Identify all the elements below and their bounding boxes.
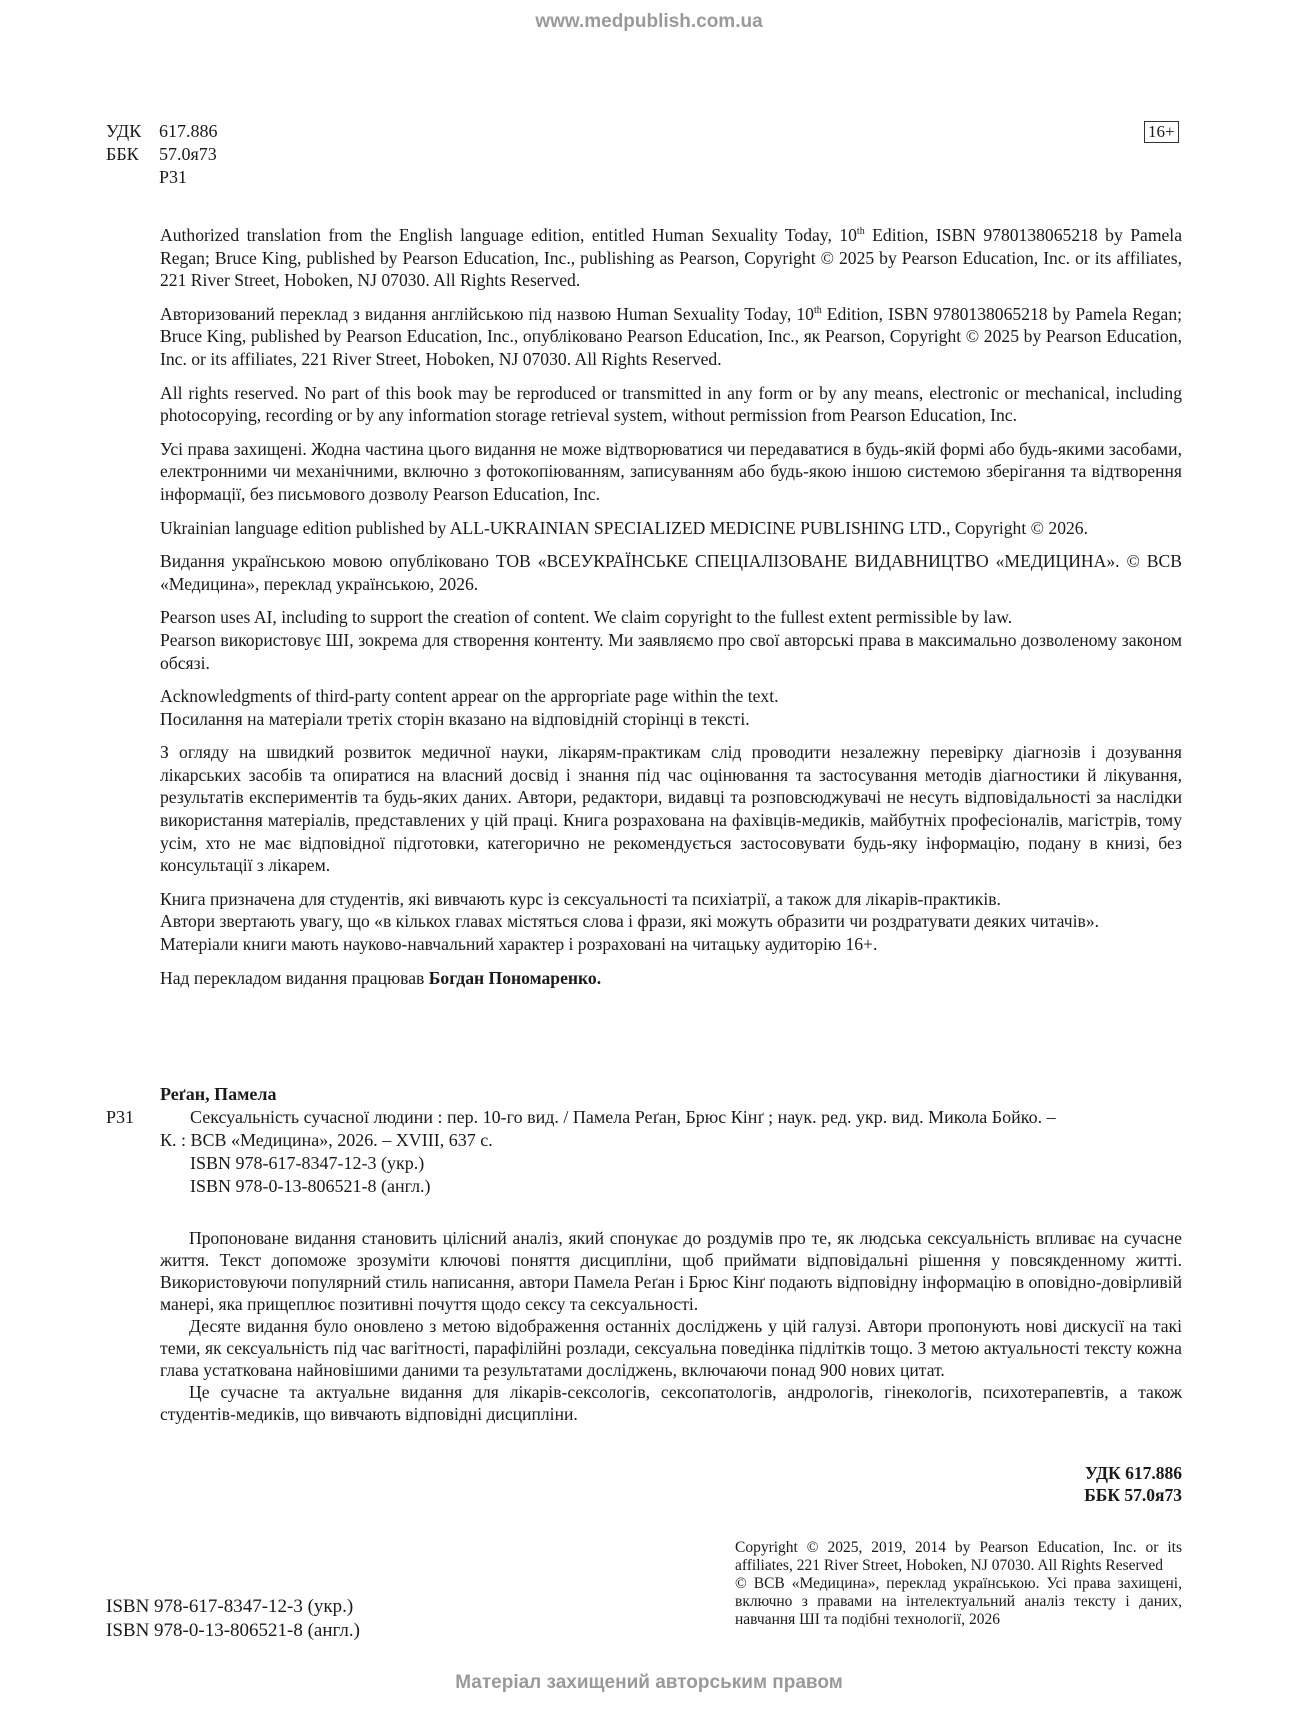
annotation-paragraph: Десяте видання було оновлено з метою відображення останніх досліджень у цій галузі. Автори пропонують нові дискусії на такі теми, як сексуальність під час вагітності, парафілійні розлади, сексуальна поведінка підлітків тощо. З метою актуальності тексту кожна глава устаткована найновішими даними та результатами досліджень, включаючи понад 900 нових цитат. — [160, 1316, 1182, 1380]
udk-summary: УДК 617.886 — [1084, 1463, 1182, 1483]
copyright-block — [735, 1539, 1182, 1629]
legal-notices — [160, 224, 1182, 1000]
bbk-label: ББК — [106, 144, 139, 164]
medical-disclaimer: З огляду на швидкий розвиток медичної науки, лікарям-практикам слід проводити незалежну перевірку діагнозів і дозування лікарських засобів та опиратися на власний досвід і знання під час оцінювання та застосування методів діагностики й лікування, результатів експериментів та будь-яких даних. Автори, редактори, видавці та розповсюджувачі не несуть відповідальності за наслідки використання матеріалів, представлених у цій праці. Книга розрахована на фахівців-медиків, майбутніх професіоналів, магістрів, тому усім, хто не має відповідної підготовки, категорично не рекомендується застосовувати будь-яку інформацію, подану в книзі, без консультації з лікарем. — [160, 742, 1182, 876]
translator-name: Богдан Пономаренко. — [428, 967, 602, 988]
annotation — [160, 1227, 1182, 1425]
record-author: Реґан, Памела — [160, 1084, 277, 1104]
udk-label: УДК — [106, 121, 142, 141]
copyright-ua: © ВСВ «Медицина», переклад українською. Усі права захищені, включно з правами на інтелектуальний аналіз тексту і даних, навчання ШІ та подібні технології, 2026 — [735, 1575, 1182, 1628]
copyright-en: Copyright © 2025, 2019, 2014 by Pearson Education, Inc. or its affiliates, 221 River Street, Hoboken, NJ 07030. All Rights Reserved — [735, 1539, 1182, 1574]
bibliographic-record — [106, 1083, 1182, 1198]
classification-summary — [1084, 1462, 1182, 1506]
bbk-summary: ББК 57.0я73 — [1084, 1485, 1182, 1505]
record-isbn-eng: ISBN 978-0-13-806521-8 (англ.) — [190, 1176, 431, 1196]
rights-reserved-ua: Усі права захищені. Жодна частина цього видання не може відтворюватися чи передаватися в будь-якій формі або будь-якими засобами, електронними чи механічними, включно з фотокопіюванням, записуванням або будь-якою іншою системою зберігання та відтворення інформації, без письмового дозволу Pearson Education, Inc. — [160, 438, 1182, 504]
record-isbn-ukr: ISBN 978-617-8347-12-3 (укр.) — [190, 1153, 425, 1173]
isbn-ukr: ISBN 978-617-8347-12-3 (укр.) — [106, 1596, 354, 1617]
author-mark: Р31 — [159, 167, 188, 187]
copyright-watermark: Матеріал захищений авторським правом — [455, 1672, 843, 1693]
audience-notice: Книга призначена для студентів, які вивчають курс із сексуальності та психіатрії, а також для лікарів-практиків. Автори звертають увагу, що «в кількох главах містяться слова і фрази, які можуть образити чи роздратувати деяких читачів». Матеріали книги мають науково-навчальний характер і розраховані на читацьку аудиторію 16+. — [160, 888, 1100, 955]
record-title: Сексуальність сучасної людини : пер. 10-го вид. / Памела Реґан, Брюс Кінґ ; наук. ред. укр. вид. Микола Бойко. – — [190, 1107, 1056, 1127]
isbn-block — [106, 1595, 360, 1643]
record-imprint: К. : ВСВ «Медицина», 2026. – XVIII, 637 с. — [160, 1130, 493, 1150]
udk-value: 617.886 — [159, 121, 218, 141]
acknowledgments-notice: Acknowledgments of third-party content appear on the appropriate page within the text. Посилання на матеріали третіх сторін вказано на відповідній сторінці в тексті. — [160, 686, 779, 729]
translator-credit: Над перекладом видання працював Богдан Пономаренко. — [160, 967, 602, 988]
classification-codes — [106, 120, 218, 189]
age-rating-badge: 16+ — [1144, 121, 1179, 143]
authorized-translation-ua: Авторизований переклад з видання англійською під назвою Human Sexuality Today, 10th Edition, ISBN 9780138065218 by Pamela Regan; Bruce King, published by Pearson Education, Inc., опубліковано Pearson Education, Inc., як Pearson, Copyright © 2025 by Pearson Education, Inc. or its affiliates, 221 River Street, Hoboken, NJ 07030. All Rights Reserved. — [160, 303, 1183, 369]
site-watermark: www.medpublish.com.ua — [535, 11, 763, 32]
annotation-paragraph: Це сучасне та актуальне видання для лікарів-сексологів, сексопатологів, андрологів, гінекологів, психотерапевтів, а також студентів-медиків, що вивчають відповідні дисципліни. — [160, 1382, 1182, 1424]
rights-reserved-en: All rights reserved. No part of this book may be reproduced or transmitted in any form or by any means, electronic or mechanical, including photocopying, recording or by any information storage retrieval system, without permission from Pearson Education, Inc. — [160, 382, 1182, 426]
ai-notice: Pearson uses AI, including to support the creation of content. We claim copyright to the fullest extent permissible by law. Pearson використовує ШІ, зокрема для створення контенту. Ми заявляємо про свої авторські права в максимально дозволеному законом обсязі. — [160, 607, 1182, 673]
isbn-eng: ISBN 978-0-13-806521-8 (англ.) — [106, 1620, 360, 1641]
ukrainian-edition-en: Ukrainian language edition published by ALL-UKRAINIAN SPECIALIZED MEDICINE PUBLISHING LTD., Copyright © 2026. — [160, 517, 1088, 538]
annotation-paragraph: Пропоноване видання становить цілісний аналіз, який спонукає до роздумів про те, як людська сексуальність впливає на сучасне життя. Текст допоможе зрозуміти ключові поняття дисципліни, щоб приймати відповідальні рішення у повсякденному житті. Використовуючи популярний стиль написання, автори Памела Реґан і Брюс Кінґ подають відповідну інформацію в оповідно-довірливій манері, яка прищеплює позитивні почуття щодо сексу та сексуальності. — [160, 1228, 1182, 1314]
bbk-value: 57.0я73 — [159, 144, 217, 164]
ukrainian-edition-ua: Видання українською мовою опубліковано ТОВ «ВСЕУКРАЇНСЬКЕ СПЕЦІАЛІЗОВАНЕ ВИДАВНИЦТВО «МЕДИЦИНА». © ВСВ «Медицина», переклад українською, 2026. — [160, 551, 1182, 594]
authorized-translation-en: Authorized translation from the English language edition, entitled Human Sexuality Today, 10th Edition, ISBN 9780138065218 by Pamela Regan; Bruce King, published by Pearson Education, Inc., publishing as Pearson, Copyright © 2025 by Pearson Education, Inc. or its affiliates, 221 River Street, Hoboken, NJ 07030. All Rights Reserved. — [160, 225, 1183, 291]
record-code: Р31 — [106, 1107, 135, 1127]
